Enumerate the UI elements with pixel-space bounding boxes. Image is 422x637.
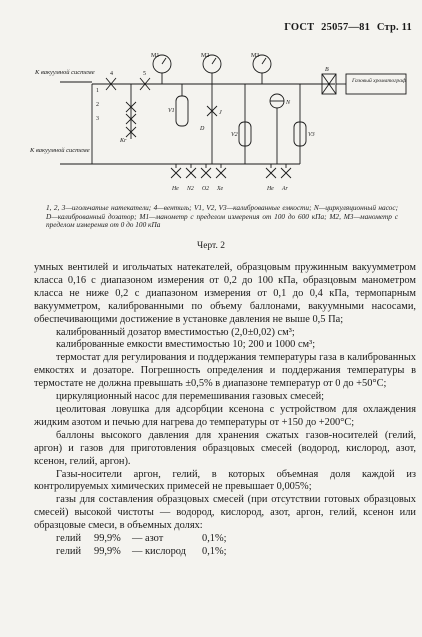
svg-text:V2: V2	[231, 132, 238, 138]
paragraph: калиброванный дозатор вместимостью (2,0±0,02) см³;	[56, 326, 295, 338]
paragraph: баллоны высокого давления для хранения сжатых газов-носителей (гелий, аргон) и газов для приготовления образцовых смесей (водород, кислород, азот, ксенон, гелий, аргон).	[34, 429, 416, 467]
header-number: 25057—81	[321, 22, 371, 33]
svg-text:He: He	[172, 186, 179, 192]
svg-text:O2: O2	[202, 186, 210, 192]
svg-text:Ar: Ar	[282, 186, 288, 192]
svg-text:V1: V1	[168, 108, 175, 114]
svg-text:3: 3	[96, 116, 99, 122]
header-gost: ГОСТ	[284, 22, 315, 33]
svg-text:N: N	[286, 100, 291, 106]
gas-scheme-diagram	[0, 44, 422, 202]
svg-text:J: J	[219, 110, 222, 116]
svg-text:4: 4	[110, 71, 113, 77]
header-page: Стр. 11	[376, 22, 412, 33]
svg-text:M1: M1	[151, 53, 160, 59]
paragraph: термостат для регулирования и поддержания температуры газа в калиброванных емкостях и дозаторе. Погрешность определения и поддержания температуры в термостате не должна превышать ±0,5% в диапазоне температур от 0 до +50°С;	[34, 352, 416, 390]
label-vacuum-top: К вакуумной системе	[35, 69, 95, 76]
svg-text:M3: M3	[251, 53, 260, 59]
vessel-v1	[176, 96, 188, 126]
svg-text:B: B	[325, 67, 329, 73]
svg-text:Xe: Xe	[217, 186, 224, 192]
svg-text:Kr: Kr	[120, 138, 127, 144]
svg-text:D: D	[200, 126, 205, 132]
svg-text:V3: V3	[308, 132, 315, 138]
label-vacuum-bottom: К вакуумной системе	[30, 147, 90, 154]
svg-text:N2: N2	[187, 186, 194, 192]
paragraph: умных вентилей и игольчатых натекателей, образцовым пружинным вакуумметром класса 0,16 с диапазоном измерения от 0,2 до 100 кПа, образцовым манометром класса не ниже 0,2 с диапазоном измерения от 0,1 до 0,4 кПа, термопарным вакуумметром, калиброванными по объему баллонами, вакуумными насосами, обеспечивающими достижение в установке давления не выше 0,5 Па;	[34, 262, 416, 325]
paragraph: Газы-носители аргон, гелий, в которых объемная доля каждой из контролируемых химических примесей не превышает 0,005%;	[34, 468, 416, 493]
diagram-legend: 1, 2, 3—игольчатые натекатели; 4—вентиль; V1, V2, V3—калиброванные емкости; N—циркуляционный насос; D—калиброванный дозатор; M1—манометр с пределом измерения от 100 до 600 кПа; M2, M3—манометр с пределом измерения от 0 до 100 кПа	[46, 203, 398, 230]
mixture-list	[34, 533, 416, 559]
mixture-row: гелий 99,9% — кислород 0,1%;	[56, 545, 227, 557]
paragraph: калиброванные емкости вместимостью 10; 200 и 1000 см³;	[56, 339, 316, 351]
paragraph: цеолитовая ловушка для адсорбции ксенона с устройством для охлаждения жидким азотом и печью для нагрева до температуры от +150 до +200°С;	[34, 403, 416, 428]
page-header	[280, 22, 412, 33]
svg-text:5: 5	[143, 71, 146, 77]
gas-chromatograph-box	[346, 74, 406, 94]
body-text	[34, 262, 416, 559]
svg-text:1: 1	[96, 88, 99, 94]
label-gas-chrom: Газовый хроматограф	[352, 78, 406, 84]
svg-text:2: 2	[96, 102, 99, 108]
paragraph: циркуляционный насос для перемешивания газовых смесей;	[56, 391, 325, 403]
svg-text:M2: M2	[201, 53, 210, 59]
mixture-row: гелий 99,9% — азот 0,1%;	[56, 533, 227, 545]
bottom-valves	[171, 164, 291, 178]
figure-caption: Черт. 2	[197, 241, 225, 251]
paragraph: газы для составления образцовых смесей (при отсутствии готовых образцовых смесей) высокой чистоты — водород, кислород, азот, аргон, гелий, ксенон или образцовые смеси, в объемных долях:	[34, 494, 416, 532]
svg-text:He: He	[267, 186, 274, 192]
